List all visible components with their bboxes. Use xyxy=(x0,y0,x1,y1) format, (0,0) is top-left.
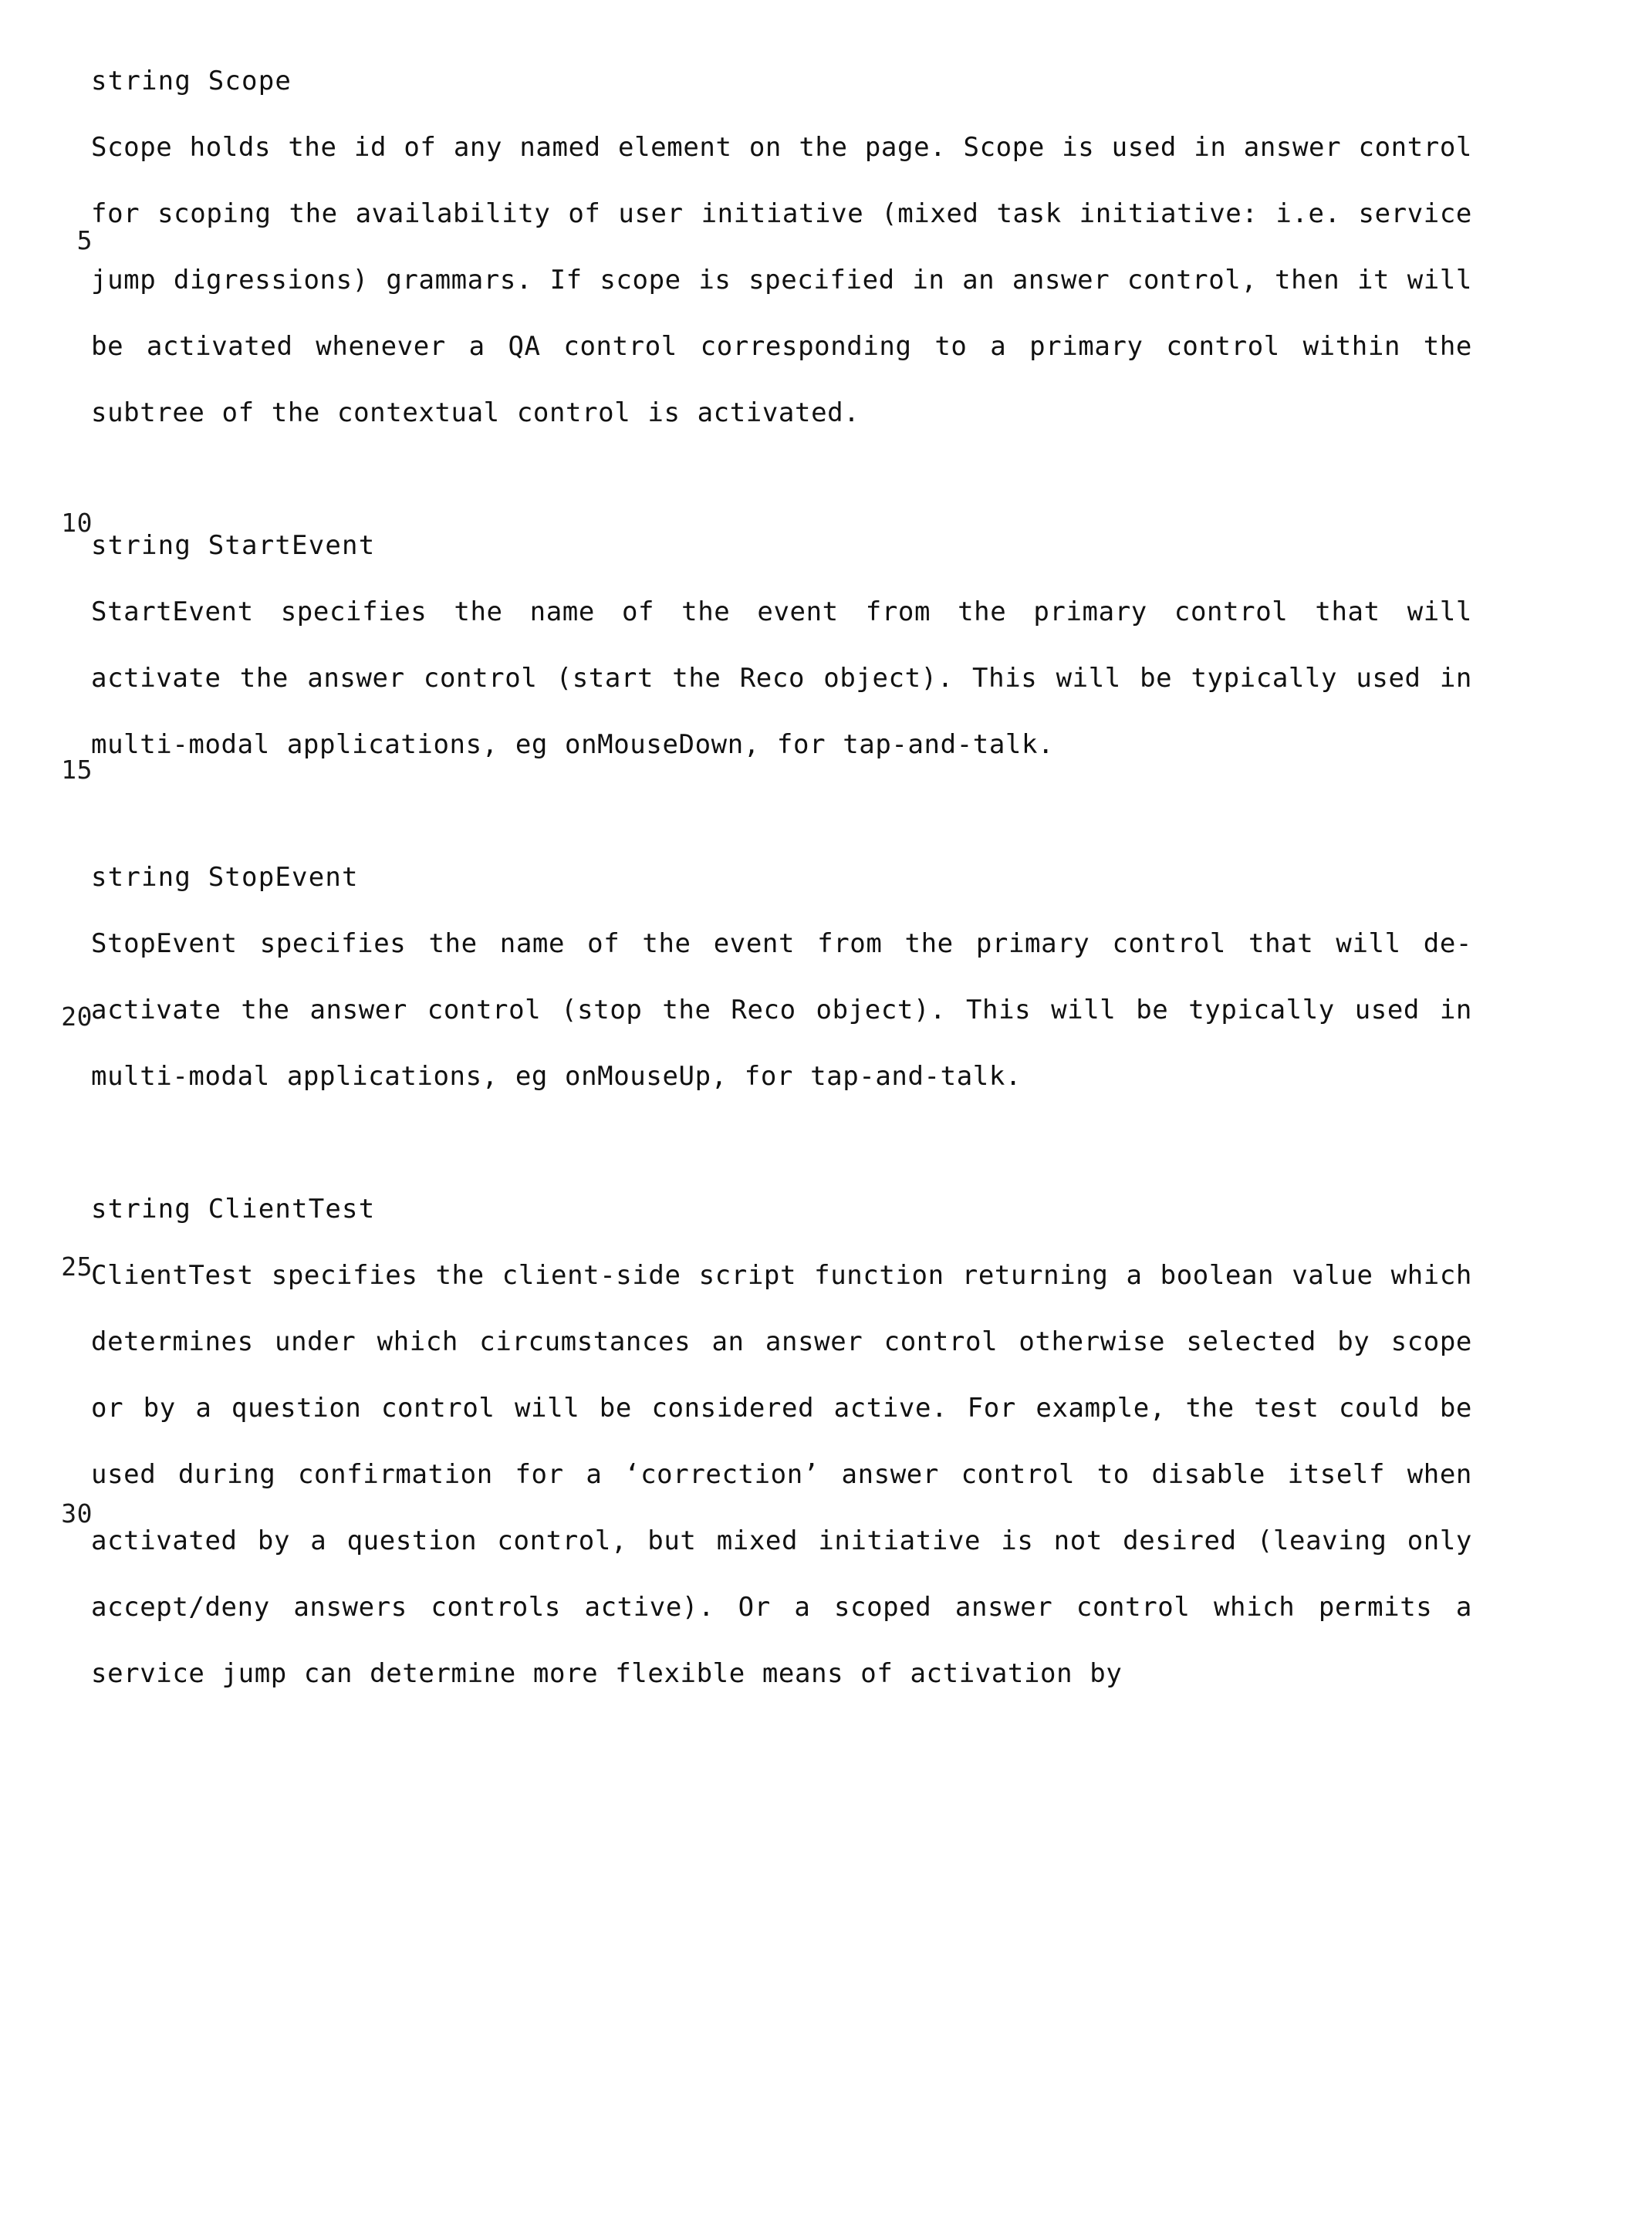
section-heading: string Scope xyxy=(91,66,292,96)
document-text-column xyxy=(91,48,1472,1707)
line-number: 5 xyxy=(76,225,93,255)
section-heading: string StopEvent xyxy=(91,862,359,893)
paragraph-spacer xyxy=(91,1110,1472,1176)
line-number: 25 xyxy=(61,1252,93,1282)
section-scope xyxy=(91,48,1472,446)
section-paragraph: ClientTest specifies the client-side script function returning a boolean value which determines under which circumstances an answer control otherwise selected by scope or by a question control will be considered active. For example, the test could be used during confirmation for a ‘correction’ answer control to disable itself when activated by a question control, but mixed initiative is not desired (leaving only accept/deny answers controls active). Or a scoped answer control which permits a service jump can determine more flexible means of activation by xyxy=(91,1260,1472,1689)
paragraph-spacer xyxy=(91,446,1472,512)
section-paragraph: StopEvent specifies the name of the event from the primary control that will de-activate the answer control (stop the Reco object). This will be typically used in multi-modal applications, eg onMouseUp, for tap-and-talk. xyxy=(91,928,1472,1092)
section-paragraph: Scope holds the id of any named element on the page. Scope is used in answer control for scoping the availability of user initiative (mixed task initiative: i.e. service jump digressions) grammars. If scope is specified in an answer control, then it will be activated whenever a QA control corresponding to a primary control within the subtree of the contextual control is activated. xyxy=(91,132,1472,428)
line-number: 15 xyxy=(61,755,93,785)
line-number: 10 xyxy=(61,508,93,538)
section-heading: string ClientTest xyxy=(91,1194,376,1225)
section-clienttest xyxy=(91,1176,1472,1707)
section-paragraph: StartEvent specifies the name of the event from the primary control that will activate the answer control (start the Reco object). This will be typically used in multi-modal applications, eg onMouseDown, for tap-and-talk. xyxy=(91,596,1472,760)
line-number: 30 xyxy=(61,1498,93,1529)
paragraph-spacer xyxy=(91,778,1472,844)
line-number-gutter xyxy=(0,0,93,2233)
section-heading: string StartEvent xyxy=(91,530,376,561)
section-startevent xyxy=(91,512,1472,778)
section-stopevent xyxy=(91,844,1472,1110)
line-number: 20 xyxy=(61,1002,93,1032)
